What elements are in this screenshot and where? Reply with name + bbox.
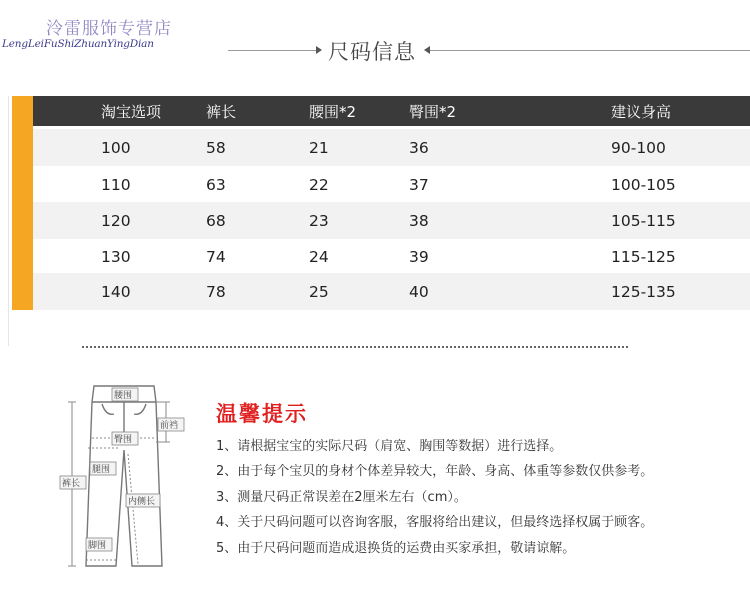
table-row — [33, 273, 750, 310]
table-cell: 37 — [409, 175, 429, 194]
table-cell: 100-105 — [611, 175, 676, 194]
table-cell: 100 — [101, 138, 131, 157]
table-row — [33, 129, 750, 166]
table-row — [33, 166, 750, 203]
pants-measurement-diagram — [56, 378, 188, 574]
tip-item: 4、关于尺码问题可以咨询客服，客服将给出建议，但最终选择权属于顾客。 — [216, 515, 654, 530]
table-row — [33, 202, 750, 239]
table-cell: 22 — [309, 175, 329, 194]
table-cell: 24 — [309, 247, 329, 266]
tip-item: 1、请根据宝宝的实际尺码（肩宽、胸围等数据）进行选择。 — [216, 439, 563, 454]
table-cell: 110 — [101, 175, 131, 194]
shop-name: 泠雷服饰专营店 — [46, 19, 172, 39]
tip-item: 5、由于尺码问题而造成退换货的运费由买家承担，敬请谅解。 — [216, 541, 576, 556]
left-edge-divider — [8, 96, 9, 346]
header-arrow-left-icon — [316, 46, 322, 54]
table-accent-bar — [12, 96, 33, 310]
header-divider-left — [228, 50, 320, 51]
table-header-row — [33, 96, 750, 126]
table-cell: 58 — [206, 138, 226, 157]
header-cell-option: 淘宝选项 — [101, 102, 162, 121]
table-cell: 23 — [309, 211, 329, 230]
tip-item: 3、测量尺码正常误差在2厘米左右（cm）。 — [216, 490, 467, 505]
header-cell-length: 裤长 — [206, 102, 237, 121]
size-table — [12, 96, 750, 310]
shop-pinyin: LengLeiFuShiZhuanYingDian — [2, 38, 154, 50]
table-cell: 105-115 — [611, 211, 676, 230]
table-cell: 63 — [206, 175, 226, 194]
table-cell: 39 — [409, 247, 429, 266]
table-cell: 36 — [409, 138, 429, 157]
table-cell: 25 — [309, 282, 329, 301]
label-waist: 腰围 — [114, 391, 133, 401]
header-cell-height: 建议身高 — [611, 102, 672, 121]
header-divider-right — [430, 50, 750, 51]
section-title: 尺码信息 — [328, 40, 416, 64]
table-cell: 125-135 — [611, 282, 676, 301]
label-length: 裤长 — [62, 479, 81, 489]
label-inseam: 内侧长 — [128, 497, 156, 507]
table-cell: 90-100 — [611, 138, 666, 157]
label-hip: 臀围 — [114, 435, 133, 445]
table-cell: 21 — [309, 138, 329, 157]
section-divider — [82, 346, 628, 348]
table-cell: 130 — [101, 247, 131, 266]
tips-title: 温馨提示 — [216, 402, 308, 426]
table-cell: 74 — [206, 247, 226, 266]
table-cell: 78 — [206, 282, 226, 301]
table-cell: 68 — [206, 211, 226, 230]
table-cell: 140 — [101, 282, 131, 301]
table-cell: 120 — [101, 211, 131, 230]
label-front-rise: 前裆 — [160, 421, 179, 431]
table-cell: 115-125 — [611, 247, 676, 266]
table-cell: 38 — [409, 211, 429, 230]
table-cell: 40 — [409, 282, 429, 301]
label-hem: 脚围 — [88, 541, 107, 551]
label-thigh: 腿围 — [92, 465, 111, 475]
header-cell-hip: 臀围*2 — [409, 102, 457, 121]
table-row — [33, 238, 750, 275]
tip-item: 2、由于每个宝贝的身材个体差异较大，年龄、身高、体重等参数仅供参考。 — [216, 464, 654, 479]
header-cell-waist: 腰围*2 — [309, 102, 357, 121]
